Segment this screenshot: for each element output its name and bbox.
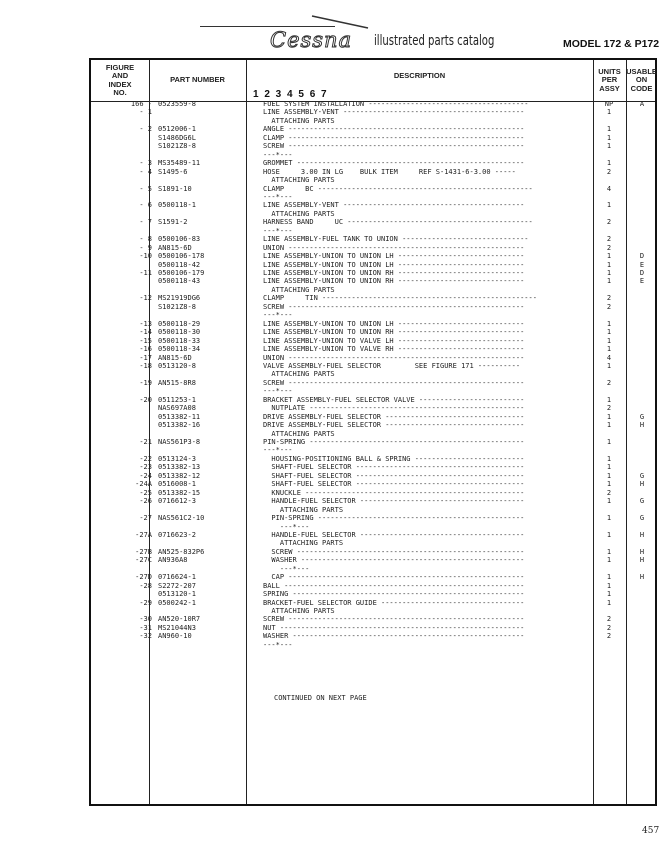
units-per-assy: 1 (606, 497, 612, 506)
usable-code: D (639, 269, 645, 277)
units-per-assy: 1 (606, 108, 612, 117)
description: SCREW -------------------------------------------------------- (263, 142, 525, 151)
table-row (0, 151, 672, 159)
part-number: 0516008-1 (158, 480, 196, 489)
description: LINE ASSEMBLY-VENT ------------------------------------------- (263, 201, 525, 210)
figure-index: -25 (139, 488, 152, 497)
units-per-assy: 4 (606, 184, 612, 193)
table-row (0, 286, 672, 294)
description: CAP -------------------------------------------------------- (263, 573, 525, 582)
description: ---*--- (263, 522, 310, 531)
table-row (0, 430, 672, 438)
units-per-assy: 1 (606, 556, 612, 565)
part-number: 0500106-83 (158, 235, 201, 244)
page-header (0, 0, 672, 58)
table-row (0, 489, 672, 497)
description: SPRING ------------------------------------------------------- (263, 590, 525, 599)
usable-code: H (639, 421, 645, 430)
table-row (0, 142, 672, 150)
units-per-assy: 2 (606, 218, 612, 227)
units-per-assy: 2 (606, 488, 612, 497)
model-title: MODEL 172 & P172 (563, 38, 660, 50)
description: SCREW -------------------------------------------------------- (263, 302, 525, 311)
description: LINE ASSEMBLY-UNION TO UNION LH ------------------------------ (263, 260, 525, 269)
part-number: 0716612-3 (158, 497, 196, 506)
part-number: 0716624-1 (158, 573, 196, 582)
part-number: AN520-10R7 (158, 615, 201, 624)
description: SHAFT-FUEL SELECTOR ---------------------------------------- (263, 471, 525, 480)
description: ---*--- (263, 192, 293, 201)
description: ---*--- (263, 150, 293, 159)
part-number: S1021Z8-8 (158, 302, 196, 311)
figure-index: - 5 (139, 184, 152, 193)
units-per-assy: 1 (606, 159, 612, 168)
table-row (0, 387, 672, 395)
part-number: AN936A8 (158, 556, 188, 565)
usable-code: H (639, 573, 645, 582)
part-number: 0500118-34 (158, 345, 201, 354)
figure-index: -20 (139, 395, 152, 404)
figure-column-header: FIGURE AND INDEX NO. (105, 62, 135, 97)
part-number: AN815-6D (158, 243, 192, 252)
units-per-assy: 2 (606, 294, 612, 303)
units-per-assy: 2 (606, 302, 612, 311)
part-number: 0500118-33 (158, 336, 201, 345)
units-per-assy: 1 (606, 252, 612, 261)
units-per-assy: 4 (606, 353, 612, 362)
table-row (0, 277, 672, 285)
table-row (0, 641, 672, 649)
figure-index: -12 (139, 294, 152, 303)
table-row (0, 252, 672, 260)
description: SCREW -------------------------------------------------------- (263, 615, 525, 624)
units-per-assy: 1 (606, 454, 612, 463)
table-row (0, 227, 672, 235)
figure-index: - 6 (139, 201, 152, 210)
description: ANGLE -------------------------------------------------------- (263, 125, 525, 134)
description: ---*--- (263, 387, 293, 396)
table-row (0, 134, 672, 142)
part-number: 0512006-1 (158, 125, 196, 134)
part-number: S1486DG6L (158, 133, 196, 142)
description: SHAFT-FUEL SELECTOR ---------------------------------------- (263, 463, 525, 472)
part-number: 0513382-16 (158, 421, 201, 430)
table-row (0, 193, 672, 201)
usable-code: D (639, 252, 645, 261)
figure-index: - 9 (139, 243, 152, 252)
description: LINE ASSEMBLY-UNION TO VALVE LH ------------------------------ (263, 336, 525, 345)
description: ATTACHING PARTS (263, 429, 335, 438)
part-number: 0500118-29 (158, 319, 201, 328)
table-row (0, 125, 672, 133)
units-per-assy: 1 (606, 463, 612, 472)
units-per-assy: 2 (606, 615, 612, 624)
figure-index: -27C (135, 556, 152, 565)
figure-index: -21 (139, 438, 152, 446)
units-column-header: UNITS PER ASSY (598, 66, 621, 93)
part-number: 0513382-12 (158, 471, 201, 480)
units-per-assy: 1 (606, 530, 612, 539)
part-number: 0513382-13 (158, 463, 201, 472)
usable-code: H (639, 556, 645, 565)
part-number: 0500106-179 (158, 269, 205, 277)
units-per-assy: 2 (606, 243, 612, 252)
description: LINE ASSEMBLY-FUEL TANK TO UNION ------------------------------ (263, 235, 529, 244)
description: PIN-SPRING ------------------------------------------------- (263, 514, 525, 523)
table-row (0, 599, 672, 607)
table-row (0, 582, 672, 590)
part-number: AN960-10 (158, 632, 192, 641)
description: ATTACHING PARTS (263, 607, 335, 615)
description: HANDLE-FUEL SELECTOR --------------------------------------- (263, 497, 525, 506)
table-row (0, 531, 672, 539)
table-row (0, 523, 672, 531)
description: FUEL SYSTEM INSTALLATION -------------------------------------- (263, 100, 529, 108)
usable-code: E (639, 260, 645, 269)
figure-index: -27D (135, 573, 152, 582)
units-per-assy: 1 (606, 328, 612, 337)
figure-index: -28 (139, 581, 152, 590)
description: WASHER ------------------------------------------------------- (263, 632, 525, 641)
figure-index: -27A (135, 530, 152, 539)
units-per-assy: 1 (606, 345, 612, 354)
description: ATTACHING PARTS (263, 209, 335, 218)
table-row (0, 185, 672, 193)
table-row (0, 337, 672, 345)
description: HOSE 3.00 IN LG BULK ITEM REF S-1431-6-3.00 ----- (263, 167, 516, 176)
figure-index: -27 (139, 514, 152, 523)
figure-index: -19 (139, 378, 152, 387)
part-number: S1891-10 (158, 184, 192, 193)
table-row (0, 472, 672, 480)
description: ATTACHING PARTS (263, 539, 344, 548)
table-row (0, 506, 672, 514)
table-row (0, 455, 672, 463)
units-per-assy: NP (604, 100, 614, 108)
units-per-assy: 1 (606, 598, 612, 607)
description: LINE ASSEMBLY-UNION TO VALVE RH ------------------------------ (263, 345, 525, 354)
table-row (0, 590, 672, 598)
description: WASHER ----------------------------------------------------- (263, 556, 525, 565)
table-row (0, 108, 672, 116)
usable-code: H (639, 530, 645, 539)
part-number: 0513124-3 (158, 454, 196, 463)
table-row (0, 480, 672, 488)
table-row (0, 362, 672, 370)
table-row (0, 565, 672, 573)
table-row (0, 463, 672, 471)
table-row (0, 446, 672, 454)
part-number: AN815-6D (158, 353, 192, 362)
table-row (0, 210, 672, 218)
part-number: 0716623-2 (158, 530, 196, 539)
figure-index: 166 - (130, 100, 152, 108)
figure-index: - 4 (139, 167, 152, 176)
table-row (0, 548, 672, 556)
figure-index: - 3 (139, 159, 152, 168)
part-number: 0523559-8 (158, 100, 196, 108)
units-per-assy: 2 (606, 632, 612, 641)
part-number: 0500106-178 (158, 252, 205, 261)
units-per-assy: 1 (606, 125, 612, 134)
description: ---*--- (263, 564, 310, 573)
figure-index: - 7 (139, 218, 152, 227)
part-number: 0500242-1 (158, 598, 196, 607)
figure-index: -29 (139, 598, 152, 607)
description: ---*--- (263, 311, 293, 320)
table-row (0, 354, 672, 362)
part-number: MS21044N3 (158, 623, 196, 632)
part-number: NAS697A08 (158, 404, 196, 413)
usable-code: H (639, 480, 645, 489)
cessna-logo (200, 4, 380, 54)
units-per-assy: 1 (606, 547, 612, 556)
units-per-assy: 2 (606, 378, 612, 387)
description: LINE ASSEMBLY-UNION TO UNION RH ------------------------------ (263, 269, 525, 277)
description: ATTACHING PARTS (263, 285, 335, 294)
description: SHAFT-FUEL SELECTOR ---------------------------------------- (263, 480, 525, 489)
figure-index: -24A (135, 480, 152, 489)
figure-index: -10 (139, 252, 152, 261)
description: KNUCKLE ---------------------------------------------------- (263, 488, 525, 497)
units-per-assy: 1 (606, 361, 612, 370)
units-per-assy: 1 (606, 581, 612, 590)
code-column-header: USABLE ON CODE (626, 66, 657, 93)
description: SCREW ------------------------------------------------------ (263, 547, 525, 556)
units-per-assy: 1 (606, 260, 612, 269)
figure-index: -13 (139, 319, 152, 328)
table-row (0, 438, 672, 446)
units-per-assy: 1 (606, 133, 612, 142)
description: UNION -------------------------------------------------------- (263, 353, 525, 362)
description: HANDLE-FUEL SELECTOR --------------------------------------- (263, 530, 525, 539)
part-number: 0500118-43 (158, 277, 201, 286)
units-per-assy: 1 (606, 395, 612, 404)
part-number: AN515-8R8 (158, 378, 196, 387)
part-number: 0511253-1 (158, 395, 196, 404)
units-per-assy: 1 (606, 514, 612, 523)
table-row (0, 168, 672, 176)
description: PIN-SPRING --------------------------------------------------- (263, 438, 525, 446)
description: DRIVE ASSEMBLY-FUEL SELECTOR --------------------------------- (263, 421, 525, 430)
units-per-assy: 1 (606, 319, 612, 328)
units-per-assy: 2 (606, 235, 612, 244)
units-per-assy: 1 (606, 590, 612, 599)
table-row (0, 607, 672, 615)
part-number: NAS561C2-10 (158, 514, 205, 523)
description: LINE ASSEMBLY-UNION TO UNION RH ------------------------------ (263, 328, 525, 337)
description: NUT ---------------------------------------------------------- (263, 623, 525, 632)
table-row (0, 413, 672, 421)
part-number: MS35489-11 (158, 159, 201, 168)
table-row (0, 311, 672, 319)
table-row (0, 294, 672, 302)
table-row (0, 345, 672, 353)
table-row (0, 269, 672, 277)
units-per-assy: 1 (606, 412, 612, 421)
table-row (0, 261, 672, 269)
part-number: 0500118-1 (158, 201, 196, 210)
part-number: 0513120-8 (158, 361, 196, 370)
figure-index: -14 (139, 328, 152, 337)
figure-index: -16 (139, 345, 152, 354)
units-per-assy: 2 (606, 623, 612, 632)
figure-index: - 2 (139, 125, 152, 134)
description: ATTACHING PARTS (263, 370, 335, 379)
table-row (0, 159, 672, 167)
logo-text: Cessna (270, 28, 353, 52)
description: BALL --------------------------------------------------------- (263, 581, 525, 590)
usable-code: G (639, 497, 645, 506)
description: LINE ASSEMBLY-UNION TO UNION LH ------------------------------ (263, 252, 525, 261)
figure-index: - 8 (139, 235, 152, 244)
figure-index: -22 (139, 454, 152, 463)
table-row (0, 370, 672, 378)
description: SCREW -------------------------------------------------------- (263, 378, 525, 387)
table-row (0, 421, 672, 429)
description: GROMMET ------------------------------------------------------ (263, 159, 525, 168)
description: ---*--- (263, 446, 293, 455)
description-column-header: DESCRIPTION (393, 70, 446, 80)
description: BRACKET-FUEL SELECTOR GUIDE ---------------------------------- (263, 598, 525, 607)
table-row (0, 497, 672, 505)
table-row (0, 404, 672, 412)
table-row (0, 244, 672, 252)
part-number: 0500118-30 (158, 328, 201, 337)
figure-index: -23 (139, 463, 152, 472)
figure-index: -26 (139, 497, 152, 506)
description: CLAMP -------------------------------------------------------- (263, 133, 525, 142)
description: ATTACHING PARTS (263, 505, 344, 514)
table-row (0, 303, 672, 311)
part-number: S1021Z8-8 (158, 142, 196, 151)
description: LINE ASSEMBLY-VENT ------------------------------------------- (263, 108, 525, 117)
description: ATTACHING PARTS (263, 176, 335, 185)
table-row (0, 624, 672, 632)
units-per-assy: 1 (606, 269, 612, 277)
description: LINE ASSEMBLY-UNION TO UNION LH ------------------------------ (263, 319, 525, 328)
units-per-assy: 2 (606, 167, 612, 176)
part-number: S1591-2 (158, 218, 188, 227)
figure-index: - 1 (139, 108, 152, 117)
catalog-title: illustrated parts catalog (374, 33, 495, 49)
description: NUTPLATE --------------------------------------------------- (263, 404, 525, 413)
part-number: MS21919DG6 (158, 294, 201, 303)
part-number: NAS561P3-8 (158, 438, 201, 446)
table-row (0, 556, 672, 564)
units-per-assy: 1 (606, 336, 612, 345)
part-number: S2272-207 (158, 581, 196, 590)
part-number: 0513120-1 (158, 590, 196, 599)
table-row (0, 615, 672, 623)
description: ---*--- (263, 226, 293, 235)
continued-note: CONTINUED ON NEXT PAGE (274, 694, 367, 702)
table-row (0, 632, 672, 640)
units-per-assy: 1 (606, 573, 612, 582)
units-per-assy: 1 (606, 480, 612, 489)
table-row (0, 328, 672, 336)
table-row (0, 218, 672, 226)
description: HARNESS BAND UC -------------------------------------------- (263, 218, 533, 227)
units-per-assy: 1 (606, 201, 612, 210)
figure-index: -15 (139, 336, 152, 345)
figure-index: -30 (139, 615, 152, 624)
indent-level-digits: 1 2 3 4 5 6 7 (253, 89, 329, 100)
part-number: S1495-6 (158, 167, 188, 176)
units-per-assy: 1 (606, 142, 612, 151)
table-row (0, 539, 672, 547)
table-row (0, 235, 672, 243)
table-row (0, 100, 672, 108)
figure-index: -27B (135, 547, 152, 556)
page-number: 457 (642, 826, 660, 836)
usable-code: H (639, 547, 645, 556)
units-per-assy: 1 (606, 421, 612, 430)
table-row (0, 573, 672, 581)
usable-code: E (639, 277, 645, 286)
usable-code: A (639, 100, 645, 108)
usable-code: G (639, 471, 645, 480)
description: LINE ASSEMBLY-UNION TO UNION RH ------------------------------ (263, 277, 525, 286)
table-row (0, 176, 672, 184)
figure-index: -24 (139, 471, 152, 480)
description: UNION -------------------------------------------------------- (263, 243, 525, 252)
description: DRIVE ASSEMBLY-FUEL SELECTOR --------------------------------- (263, 412, 525, 421)
description: CLAMP BC --------------------------------------------------- (263, 184, 533, 193)
table-row (0, 379, 672, 387)
part-number: 0500118-42 (158, 260, 201, 269)
units-per-assy: 2 (606, 404, 612, 413)
figure-index: -31 (139, 623, 152, 632)
description: HOUSING-POSITIONING BALL & SPRING -------------------------- (263, 454, 525, 463)
table-row (0, 320, 672, 328)
figure-index: -11 (139, 269, 152, 277)
description: ATTACHING PARTS (263, 116, 335, 125)
part-number-column-header: PART NUMBER (170, 75, 225, 85)
table-row (0, 514, 672, 522)
usable-code: G (639, 514, 645, 523)
description: VALVE ASSEMBLY-FUEL SELECTOR SEE FIGURE 171 ---------- (263, 361, 521, 370)
part-number: AN525-832P6 (158, 547, 205, 556)
units-per-assy: 1 (606, 277, 612, 286)
figure-index: -17 (139, 353, 152, 362)
table-row (0, 396, 672, 404)
table-row (0, 117, 672, 125)
figure-index: -18 (139, 361, 152, 370)
description: CLAMP TIN --------------------------------------------------- (263, 294, 537, 303)
usable-code: G (639, 412, 645, 421)
description: BRACKET ASSEMBLY-FUEL SELECTOR VALVE ------------------------- (263, 395, 525, 404)
figure-index: -32 (139, 632, 152, 641)
units-per-assy: 1 (606, 471, 612, 480)
description: ---*--- (263, 640, 293, 649)
units-per-assy: 1 (606, 438, 612, 446)
table-row (0, 201, 672, 209)
part-number: 0513382-15 (158, 488, 201, 497)
part-number: 0513382-11 (158, 412, 201, 421)
